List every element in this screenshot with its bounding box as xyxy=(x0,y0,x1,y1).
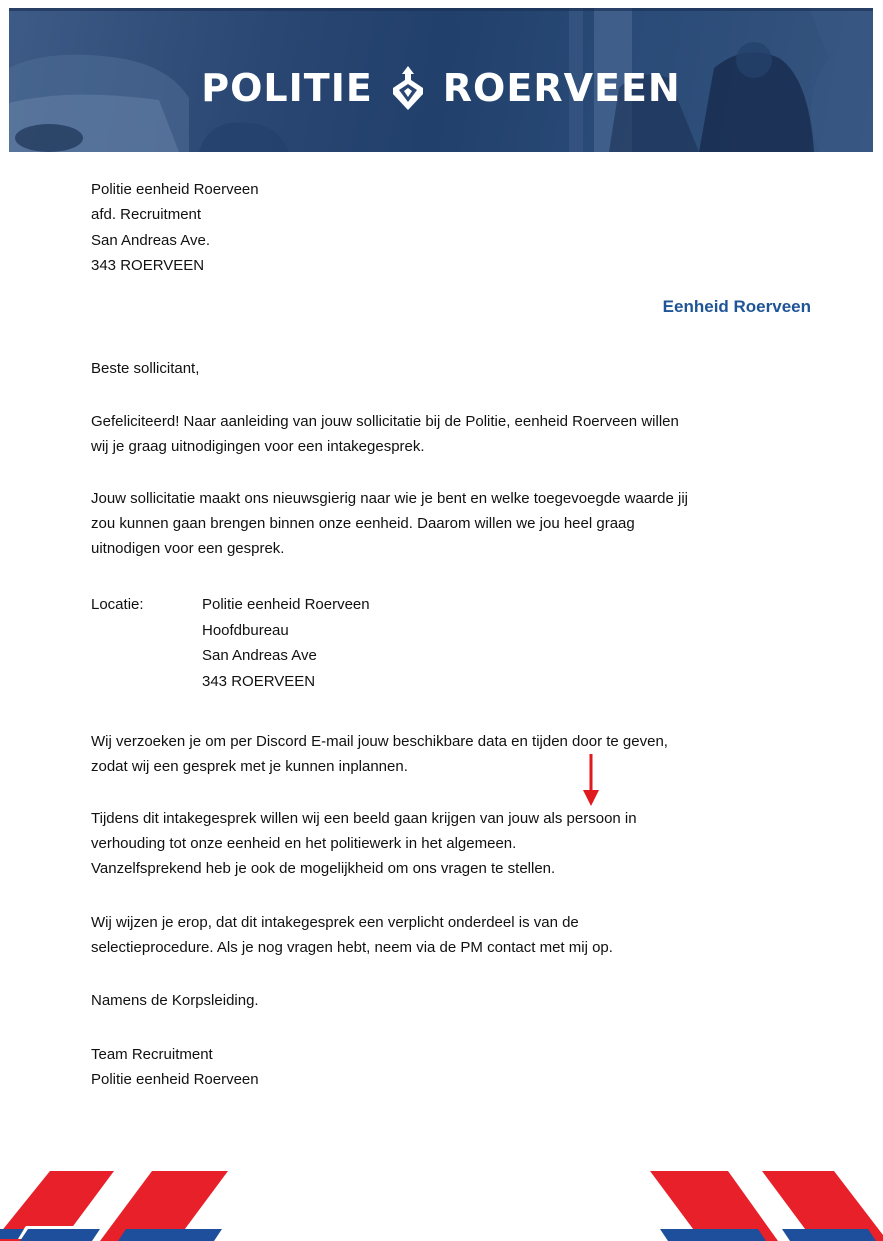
address-line-2: afd. Recruitment xyxy=(91,206,202,223)
closing: Namens de Korpsleiding. xyxy=(91,992,259,1009)
banner-left-word: POLITIE xyxy=(201,66,373,110)
police-emblem-icon xyxy=(387,64,429,112)
paragraph-congratulations xyxy=(91,409,811,459)
paragraph-line: uitnodigen voor een gesprek. xyxy=(91,540,285,557)
paragraph-line: wij je graag uitnodigingen voor een intakegesprek. xyxy=(91,438,425,455)
paragraph-line: Jouw sollicitatie maakt ons nieuwsgierig naar wie je bent en welke toegevoegde waarde jij xyxy=(91,490,689,507)
location-line: 343 ROERVEEN xyxy=(202,672,316,690)
location-line: San Andreas Ave xyxy=(202,647,317,664)
address-line-1: Politie eenheid Roerveen xyxy=(91,181,259,198)
paragraph-line: Wij wijzen je erop, dat dit intakegesprek een verplicht onderdeel is van de xyxy=(91,914,579,931)
location-line: Hoofdbureau xyxy=(202,621,289,639)
banner-title xyxy=(9,64,873,112)
stripes-right-decoration xyxy=(650,1171,883,1241)
paragraph-line: zou kunnen gaan brengen binnen onze eenheid. Daarom willen we jou heel graag xyxy=(91,515,635,532)
signature-line-2: Politie eenheid Roerveen xyxy=(91,1071,259,1088)
paragraph-mandatory xyxy=(91,910,811,960)
paragraph-availability xyxy=(91,729,811,779)
paragraph-line: Tijdens dit intakegesprek willen wij een beeld gaan krijgen van jouw als persoon in xyxy=(91,810,637,827)
location-label: Locatie: xyxy=(91,596,144,613)
stripes-left-decoration xyxy=(0,1171,232,1241)
paragraph-line: zodat wij een gesprek met je kunnen inplannen. xyxy=(91,758,408,775)
paragraph-line: verhouding tot onze eenheid en het politiewerk in het algemeen. xyxy=(91,835,517,852)
location-address xyxy=(202,592,370,694)
paragraph-line: selectieprocedure. Als je nog vragen hebt, neem via de PM contact met mij op. xyxy=(91,939,613,956)
salutation: Beste sollicitant, xyxy=(91,360,200,377)
paragraph-line: Wij verzoeken je om per Discord E-mail jouw beschikbare data en tijden door te geven, xyxy=(91,733,668,750)
paragraph-line: Vanzelfsprekend heb je ook de mogelijkheid om ons vragen te stellen. xyxy=(91,860,556,877)
annotation-arrow-down-icon xyxy=(579,752,603,808)
signature-line-1: Team Recruitment xyxy=(91,1046,213,1063)
address-line-3: San Andreas Ave. xyxy=(91,232,210,249)
paragraph-curiosity xyxy=(91,486,811,561)
location-line: Politie eenheid Roerveen xyxy=(202,596,370,613)
unit-heading: Eenheid Roerveen xyxy=(662,297,811,316)
banner-right-word: ROERVEEN xyxy=(442,66,681,110)
paragraph-line: Gefeliciteerd! Naar aanleiding van jouw sollicitatie bij de Politie, eenheid Roerveen willen xyxy=(91,413,679,430)
header-banner xyxy=(9,8,873,152)
address-line-4: 343 ROERVEEN xyxy=(91,257,205,274)
paragraph-intake xyxy=(91,806,811,881)
